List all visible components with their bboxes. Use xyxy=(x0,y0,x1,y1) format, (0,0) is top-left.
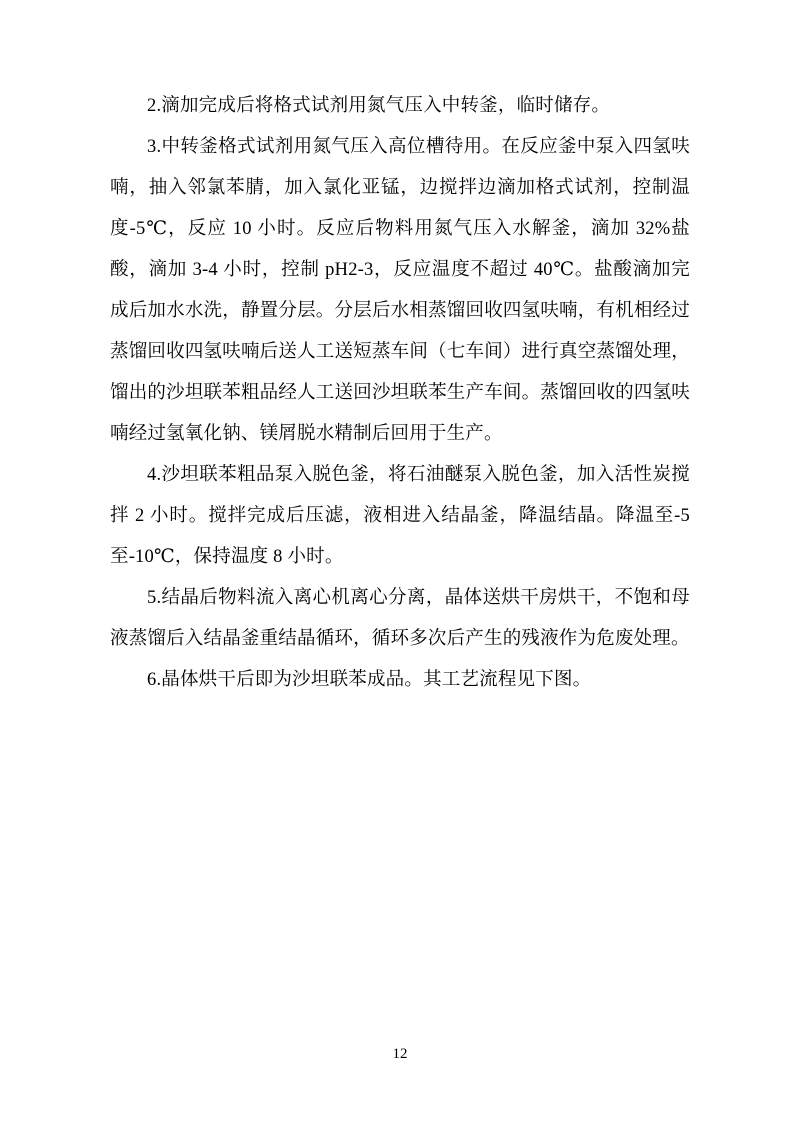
paragraph-4: 4.沙坦联苯粗品泵入脱色釜，将石油醚泵入脱色釜，加入活性炭搅拌 2 小时。搅拌完成后压滤，液相进入结晶釜，降温结晶。降温至-5 至-10℃，保持温度 8 小时。 xyxy=(110,465,690,567)
paragraph-2: 2.滴加完成后将格式试剂用氮气压入中转釜，临时储存。 xyxy=(147,96,611,116)
paragraph-6: 6.晶体烘干后即为沙坦联苯成品。其工艺流程见下图。 xyxy=(147,670,592,690)
paragraph-5: 5.结晶后物料流入离心机离心分离，晶体送烘干房烘干，不饱和母液蒸馏后入结晶釜重结晶循环，循环多次后产生的残液作为危废处理。 xyxy=(110,588,690,649)
page-number: 12 xyxy=(392,1046,408,1062)
document-body xyxy=(110,86,690,701)
paragraph-3: 3.中转釜格式试剂用氮气压入高位槽待用。在反应釜中泵入四氢呋喃，抽入邻氯苯腈，加入氯化亚锰，边搅拌边滴加格式试剂，控制温度-5℃，反应 10 小时。反应后物料用氮气压入水解釜，滴加 32%盐酸，滴加 3-4 小时，控制 pH2-3，反应温度不超过 40℃。盐酸滴加完成后加水水洗，静置分层。分层后水相蒸馏回收四氢呋喃，有机相经过蒸馏回收四氢呋喃后送人工送短蒸车间（七车间）进行真空蒸馏处理，馏出的沙坦联苯粗品经人工送回沙坦联苯生产车间。蒸馏回收的四氢呋喃经过氢氧化钠、镁屑脱水精制后回用于生产。 xyxy=(110,137,690,444)
